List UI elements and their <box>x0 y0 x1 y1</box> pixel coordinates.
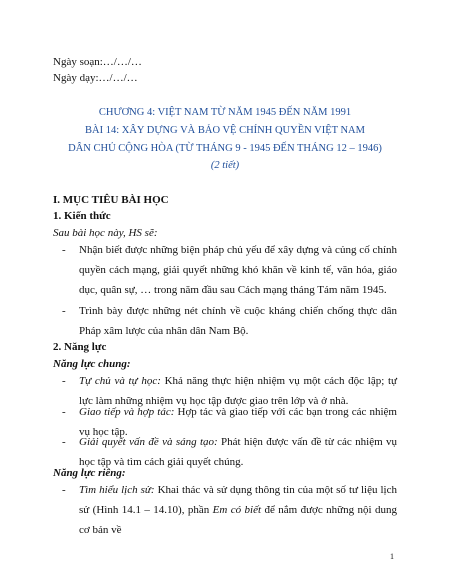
date-taught: Ngày dạy:…/…/… <box>53 72 138 84</box>
item-label: Giao tiếp và hợp tác: <box>79 406 175 418</box>
lesson-duration: (2 tiết) <box>210 160 240 171</box>
bullet-dash: - <box>62 436 66 448</box>
general-item-problem-solving <box>79 432 397 472</box>
knowledge-intro: Sau bài học này, HS sẽ: <box>53 227 158 239</box>
general-competence-heading: Năng lực chung: <box>53 358 131 370</box>
chapter-title: CHƯƠNG 4: VIỆT NAM TỪ NĂM 1945 ĐẾN NĂM 1991 <box>98 107 352 118</box>
item-label: Tìm hiểu lịch sử: <box>79 484 155 496</box>
bullet-dash: - <box>62 484 66 496</box>
item-text: Khả năng thực hiện nhiệm vụ một cách độc lập; tự lực làm những nhiệm vụ học tập được giao trên lớp và ở nhà. <box>79 375 398 407</box>
bullet-dash: - <box>62 305 66 317</box>
bullet-dash: - <box>62 244 66 256</box>
specific-competence-heading: Năng lực riêng: <box>53 467 126 479</box>
item-label: Tự chủ và tự học: <box>79 375 161 387</box>
lesson-subtitle: DÂN CHỦ CỘNG HÒA (TỪ THÁNG 9 - 1945 ĐẾN THÁNG 12 – 1946) <box>68 143 382 154</box>
item-emphasis: Em có biết <box>212 504 262 516</box>
bullet-dash: - <box>62 375 66 387</box>
page-number: 1 <box>390 552 394 561</box>
date-prepared: Ngày soạn:…/…/… <box>53 56 142 68</box>
subheading-competence: 2. Năng lực <box>53 341 107 353</box>
item-label: Giải quyết vấn đề và sáng tạo: <box>79 436 218 448</box>
item-text: Khai thác và sử dụng thông tin của một số tư liệu lịch sử (Hình 14.1 – 14.10), phần <box>79 484 397 516</box>
section-heading-objectives: I. MỤC TIÊU BÀI HỌC <box>53 194 169 206</box>
lesson-title: BÀI 14: XÂY DỰNG VÀ BẢO VỆ CHÍNH QUYỀN VIỆT NAM <box>85 125 365 136</box>
item-text: Hợp tác và giao tiếp với các bạn trong các nhiệm vụ học tập. <box>79 406 397 438</box>
knowledge-item-2: Trình bày được những nét chính về cuộc kháng chiến chống thực dân Pháp xâm lược của nhân dân Nam Bộ. <box>79 305 397 337</box>
bullet-dash: - <box>62 406 66 418</box>
specific-item-history <box>79 480 397 540</box>
subheading-knowledge: 1. Kiến thức <box>53 210 111 222</box>
knowledge-item-1: Nhận biết được những biện pháp chủ yếu để xây dựng và củng cố chính quyền cách mạng, giải quyết những khó khăn về kinh tế, văn hóa, giáo dục, quân sự, … trong năm đầu sau Cách mạng tháng Tám năm 1945. <box>79 244 397 296</box>
item-text: Phát hiện được vấn đề từ các nhiệm vụ học tập và tìm cách giải quyết chúng. <box>79 436 397 468</box>
item-text: để nắm được những nội dung cơ bản về <box>79 504 398 536</box>
